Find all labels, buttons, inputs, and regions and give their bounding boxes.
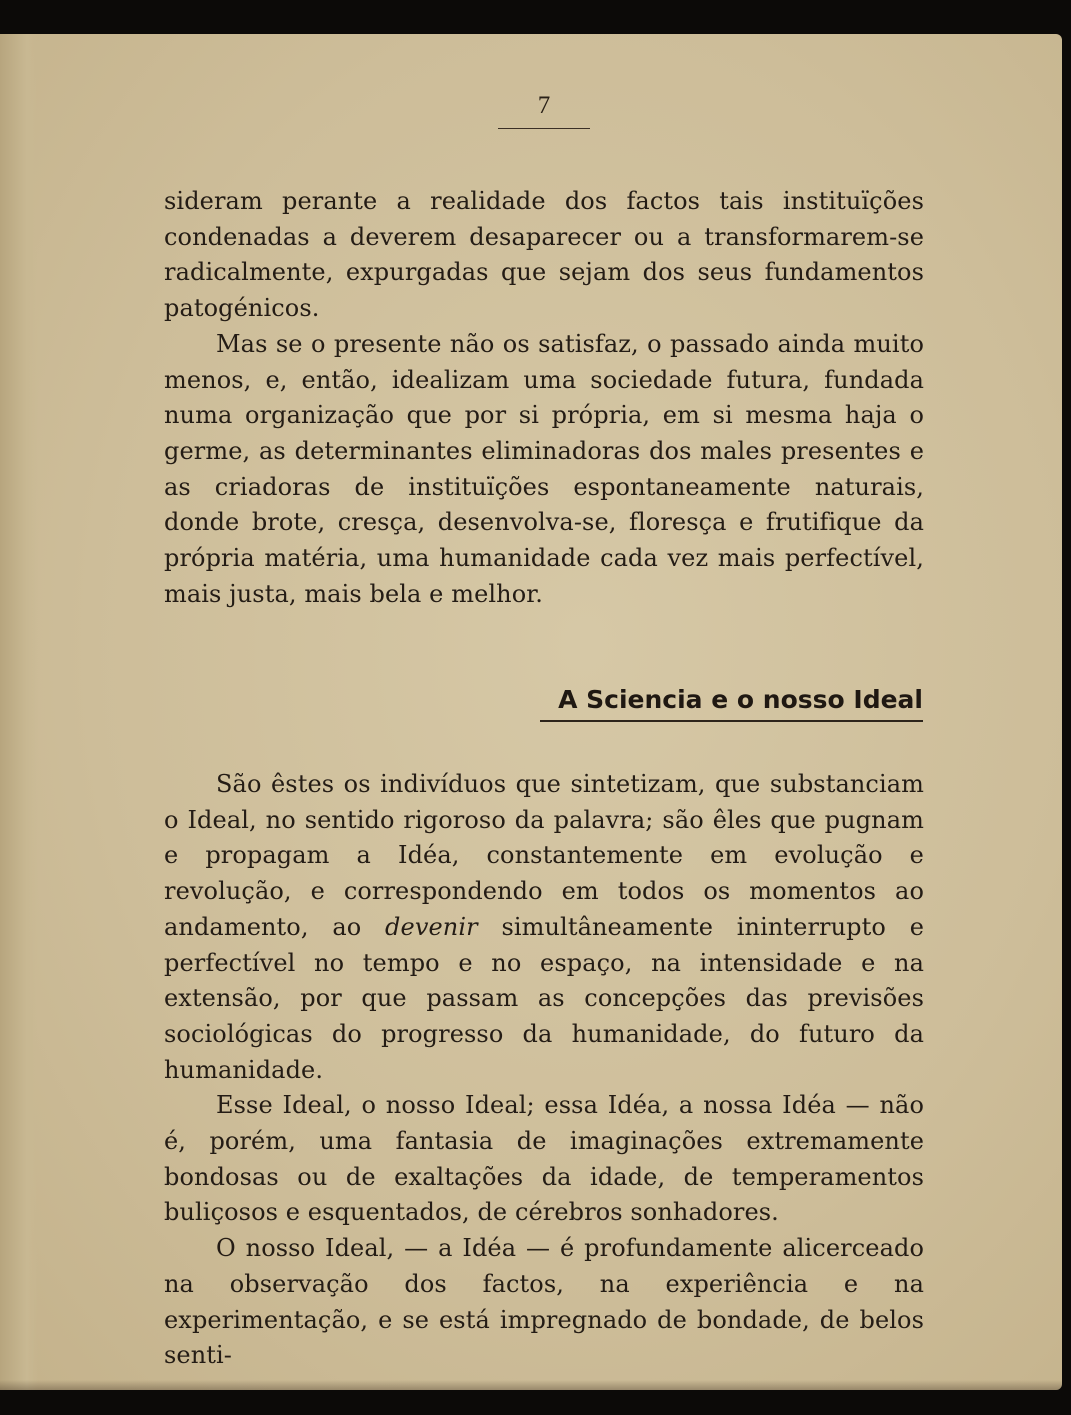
text-block-bottom — [164, 767, 924, 1374]
italic-term: devenir — [385, 912, 478, 941]
section-heading: A Sciencia e o nosso Ideal — [558, 685, 923, 714]
page-number-rule — [498, 128, 590, 129]
text-block-top — [164, 184, 924, 612]
paragraph: Mas se o presente não os satisfaz, o passado ainda muito menos, e, então, idealizam uma sociedade futura, fundada numa organização que por si própria, em si mesma haja o germe, as determinantes eliminadoras dos males presentes e as criadoras de instituïções espontaneamente naturais, donde brote, cresça, desenvolva-se, floresça e frutifique da própria matéria, uma humanidade cada vez mais perfectível, mais justa, mais bela e melhor. — [164, 329, 924, 608]
book-page — [0, 34, 1062, 1390]
page-number: 7 — [537, 92, 551, 119]
page-edge-shadow — [0, 1380, 1062, 1390]
paragraph: O nosso Ideal, — a Idéa — é profundamente alicerceado na observação dos factos, na experiência e na experimentação, e se está impregnado de bondade, de belos senti- — [164, 1234, 924, 1370]
section-heading-rule — [540, 720, 923, 722]
paragraph-continued: sideram perante a realidade dos factos tais instituïções condenadas a deverem desaparecer ou a transformarem-se radicalmente, expurgadas que sejam dos seus fundamentos patogénicos. — [164, 187, 924, 323]
paragraph-text: simultâneamente ininterrupto e perfectível no tempo e no espaço, na intensidade e na extensão, por que passam as concepções das previsões sociológicas do progresso da humanidade, do futuro da humanidade. — [164, 912, 924, 1084]
paragraph — [164, 767, 924, 1088]
paragraph-text: São êstes os indivíduos que sintetizam, que substanciam o Ideal, no sentido rigoroso da palavra; são êles que pugnam e propagam a Idéa, constantemente em evolução e revolução, e correspondendo em todos os momentos ao andamento, ao — [164, 770, 924, 941]
paragraph: Esse Ideal, o nosso Ideal; essa Idéa, a nossa Idéa — não é, porém, uma fantasia de imaginações extremamente bondosas ou de exaltações da idade, de temperamentos buliçosos e esquentados, de cérebros sonhadores. — [164, 1091, 924, 1227]
